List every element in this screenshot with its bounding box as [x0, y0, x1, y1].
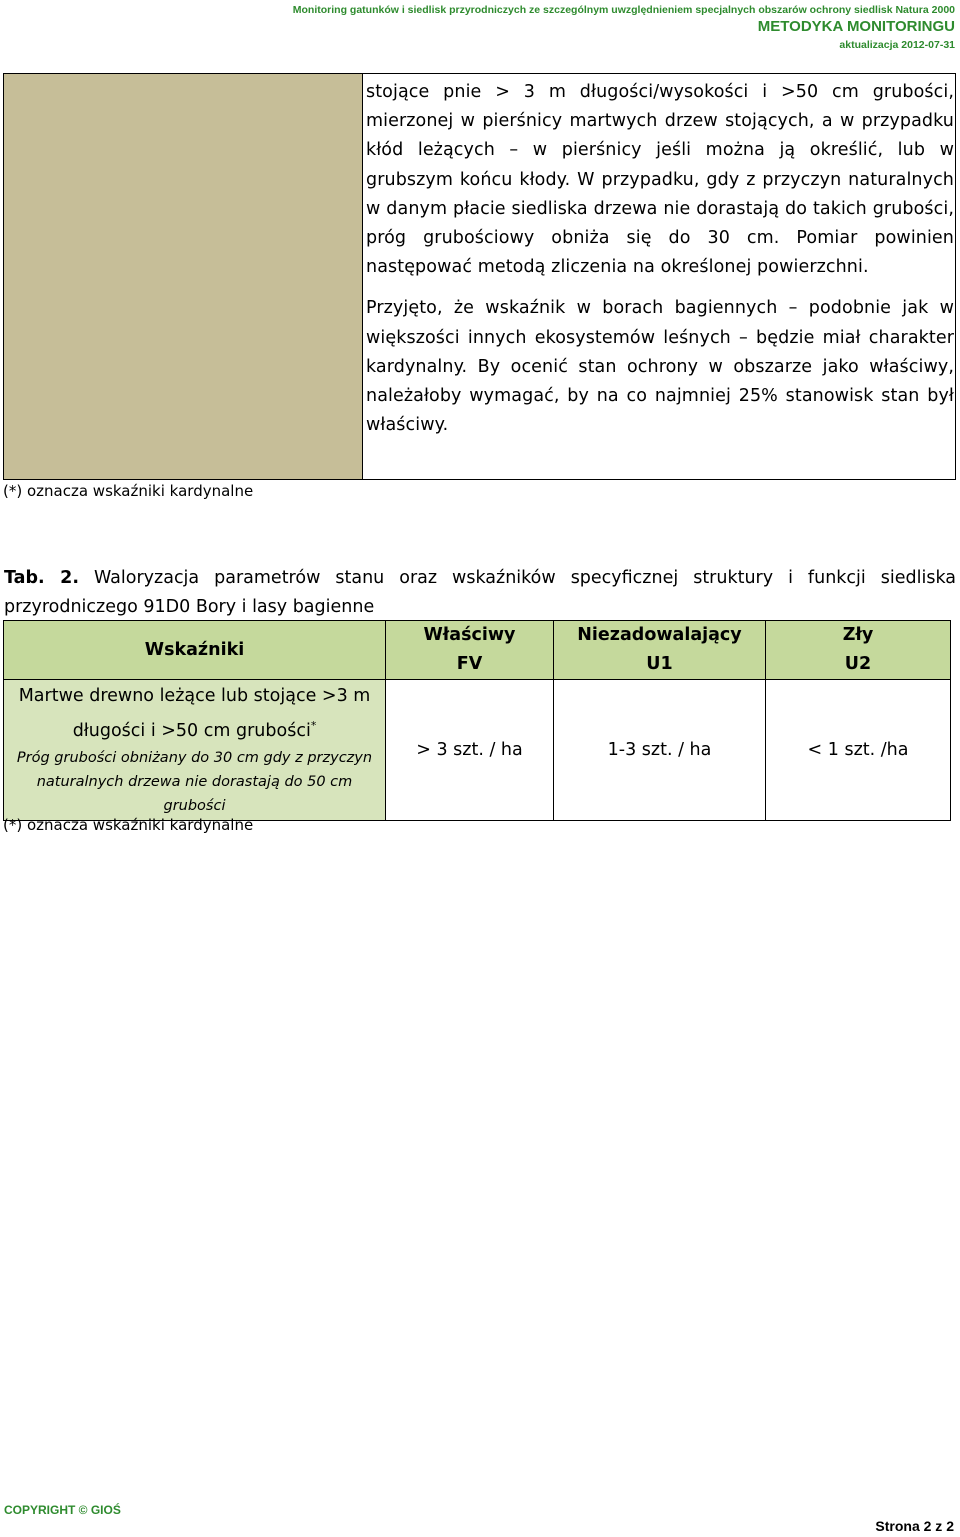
header-series-title: Monitoring gatunków i siedlisk przyrodniczych ze szczególnym uwzględnieniem specjalnych obszarów ochrony siedlisk Natura 2000 [292, 4, 955, 16]
description-paragraph-1: stojące pnie > 3 m długości/wysokości i >50 cm grubości, mierzonej w pierśnicy martwych drzew stojących, a w przypadku kłód leżących – w pierśnicy jeśli można ją określić, lub w grubszym końcu kłody. W przypadku, gdy z przyczyn naturalnych w danym płacie siedliska drzewa nie dorastają do takich grubości, próg grubościowy obniża się do 30 cm. Pomiar powinien następować metodą zliczenia na określonej powierzchni. [366, 82, 954, 278]
header-indicators-label: Wskaźniki [144, 639, 245, 660]
indicator-name: Martwe drewno leżące lub stojące >3 m długości i >50 cm grubości [18, 686, 371, 741]
header-u1-code: U1 [646, 654, 673, 674]
header-u1 [554, 621, 766, 680]
continued-table [3, 73, 956, 480]
value-fv: > 3 szt. / ha [386, 680, 554, 821]
continued-table-description-cell [366, 78, 954, 452]
continued-table-left-cell [4, 74, 363, 479]
header-fv [386, 621, 554, 680]
valuation-table-header-row [4, 621, 951, 680]
cardinal-indicators-note-2: (*) oznacza wskaźniki kardynalne [3, 816, 254, 834]
footer-page-number: Strona 2 z 2 [875, 1518, 954, 1534]
table-caption [4, 564, 956, 622]
header-methodology-title: METODYKA MONITORINGU [757, 18, 955, 35]
header-fv-code: FV [456, 654, 483, 674]
header-fv-label: Właściwy [423, 625, 516, 645]
cardinal-indicators-note-1: (*) oznacza wskaźniki kardynalne [3, 482, 254, 500]
value-u2: < 1 szt. /ha [766, 680, 951, 821]
footer-copyright: COPYRIGHT © GIOŚ [4, 1503, 121, 1517]
indicator-cell [4, 680, 386, 821]
valuation-table [3, 620, 951, 821]
header-u2-label: Zły [842, 625, 874, 645]
indicator-threshold-note: Próg grubości obniżany do 30 cm gdy z przyczyn naturalnych drzewa nie dorastają do 50 cm grubości [16, 749, 373, 814]
description-paragraph-2: Przyjęto, że wskaźnik w borach bagiennych – podobnie jak w większości innych ekosystemów leśnych – będzie miał charakter kardynalny. By ocenić stan ochrony w obszarze jako właściwy, należałoby wymagać, by na co najmniej 25% stanowisk stan był właściwy. [366, 298, 954, 436]
indicator-main-text [8, 682, 381, 746]
header-u2 [766, 621, 951, 680]
header-u1-label: Niezadowalający [577, 625, 742, 645]
table-caption-label: Tab. 2. [4, 568, 80, 588]
value-u1: 1-3 szt. / ha [554, 680, 766, 821]
valuation-table-row [4, 680, 951, 821]
indicator-cardinal-mark: * [310, 719, 317, 732]
header-u2-code: U2 [844, 654, 872, 674]
header-indicators [4, 621, 386, 680]
table-caption-text: Waloryzacja parametrów stanu oraz wskaźników specyficznej struktury i funkcji siedliska przyrodniczego 91D0 Bory i lasy bagienne [4, 568, 956, 617]
header-update-date: aktualizacja 2012-07-31 [839, 39, 955, 51]
